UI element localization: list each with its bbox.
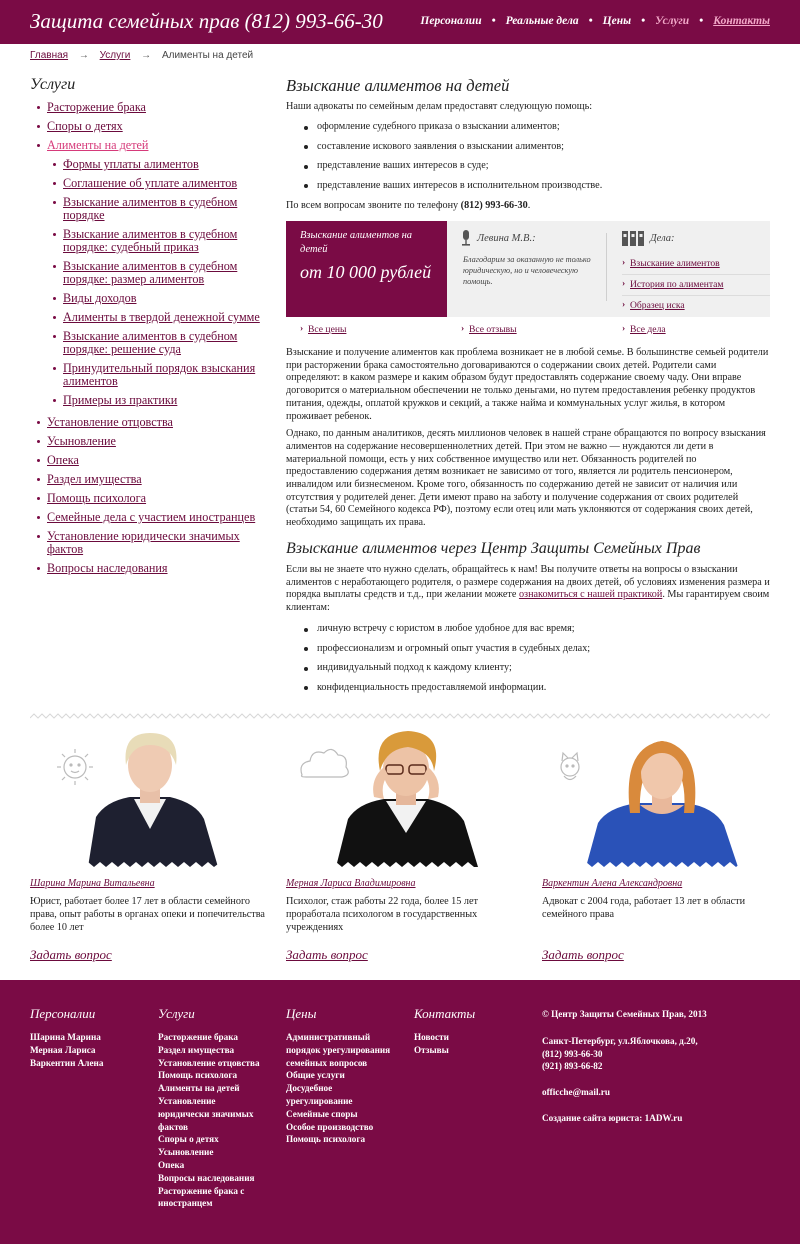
portrait-image: [286, 727, 526, 867]
footer-link[interactable]: Отзывы: [414, 1044, 449, 1055]
sidebar-subitem[interactable]: Взыскание алиментов в судебном порядке: решение суда: [30, 327, 265, 359]
cases-list: [622, 254, 770, 316]
staff-photo: [542, 727, 782, 867]
sidebar-subitem[interactable]: Взыскание алиментов в судебном порядке: размер алиментов: [30, 257, 265, 289]
all-reviews-link[interactable]: › Все отзывы: [461, 324, 517, 335]
list-item: представление ваших интересов в исполнительном производстве.: [286, 176, 770, 196]
address: Санкт-Петербург, ул.Яблочкова, д.20,: [542, 1035, 698, 1046]
footer-heading[interactable]: Контакты: [414, 1006, 476, 1021]
portrait-image: [542, 727, 782, 867]
footer-link[interactable]: Вопросы наследования: [158, 1172, 255, 1183]
guarantee-list: [286, 620, 770, 698]
nav-prices[interactable]: Цены: [602, 15, 632, 27]
footer-link[interactable]: Помощь психолога: [158, 1070, 238, 1081]
case-link[interactable]: › Взыскание алиментов: [622, 254, 770, 275]
sidebar-item[interactable]: Установление юридически значимых фактов: [30, 527, 265, 559]
footer-heading[interactable]: Цены: [286, 1006, 317, 1021]
footer-heading[interactable]: Персоналии: [30, 1006, 96, 1021]
price-block[interactable]: [286, 221, 447, 317]
footer-link[interactable]: Раздел имущества: [158, 1044, 235, 1055]
nav-personnel[interactable]: Персоналии: [420, 15, 482, 27]
phone-line: По всем вопросам звоните по телефону (812) 993-66-30.: [286, 199, 531, 211]
price-label: Взыскание алиментов на детей: [300, 230, 413, 255]
section-title: Взыскание алиментов через Центр Защиты Семейных Прав: [286, 539, 701, 557]
staff-name-link[interactable]: Варкентин Алена Александровна: [542, 878, 683, 889]
site-header: [0, 0, 800, 44]
staff-name-link[interactable]: Мерная Лариса Владимировна: [286, 878, 416, 889]
sidebar-item[interactable]: Споры о детях: [30, 117, 265, 136]
intro-text: Наши адвокаты по семейным делам предоставят следующую помощь:: [286, 101, 593, 112]
list-item: представление ваших интересов в суде;: [286, 157, 770, 177]
sidebar-item-active[interactable]: Алименты на детей Формы уплаты алиментов Соглашение об уплате алиментов Взыскание алиментов в судебном порядке Взыскание алиментов в судебном порядке: судебный приказ Взыскание алиментов в судебном порядке: размер алиментов Виды доходов Алименты в твердой денежной сумме Взыскание алиментов в судебном порядке: решение суда Принудительный порядок взыскания алиментов Примеры из практики: [30, 136, 265, 413]
footer-contacts: [414, 1006, 524, 1057]
price-value: от 10 000 рублей: [300, 262, 432, 282]
review-block: [461, 230, 601, 287]
footer-link[interactable]: Опека: [158, 1159, 185, 1170]
divider: [606, 233, 607, 301]
case-link[interactable]: › Образец иска: [622, 296, 770, 316]
sidebar-item[interactable]: Помощь психолога: [30, 489, 265, 508]
ask-question-link[interactable]: Задать вопрос: [286, 947, 368, 962]
list-item: личную встречу с юристом в любое удобное для вас время;: [286, 620, 770, 640]
site-credit-link[interactable]: Создание сайта юриста: 1ADW.ru: [542, 1112, 683, 1123]
footer-info: [542, 1008, 770, 1125]
main-content: [286, 76, 770, 693]
practice-link[interactable]: ознакомиться с нашей практикой: [518, 589, 663, 601]
sidebar: [30, 76, 265, 578]
folders-icon: [622, 230, 644, 246]
staff-photo: [30, 727, 270, 867]
breadcrumb-arrow: →: [141, 50, 152, 61]
sidebar-item[interactable]: Опека: [30, 451, 265, 470]
phone-number: (812) 993-66-30: [460, 199, 528, 211]
list-item: оформление судебного приказа о взыскании алиментов;: [286, 118, 770, 138]
copyright: © Центр Защиты Семейных Прав, 2013: [542, 1009, 707, 1019]
ask-question-link[interactable]: Задать вопрос: [30, 947, 112, 962]
ask-question-link[interactable]: Задать вопрос: [542, 947, 624, 962]
nav-separator: •: [641, 15, 646, 27]
sidebar-item[interactable]: Расторжение брака: [30, 98, 265, 117]
paragraph: Однако, по данным аналитиков, десять миллионов человек в нашей стране обращаются по вопросу взыскания алиментов на содержание несовершеннолетних детей. При этом не важно — нуждаются ли дети в материальной помощи, есть у них собственное имущество или нет. Обязанность родителей по предоставлению содержания детям возникает не зависимо от того, является ли родитель пенсионером, инвалидом или бизнесменом. Кроме того, обязанность по содержанию детей не зависит от наличия или отсутствия у родителей денег. Дети имеют право на заботу и получение содержания от своих родителей (статьи 54, 60 Семейного кодекса РФ), поэтому если отец или мать уклоняются от содержания своих детей, необходимо защищать их права.: [286, 428, 766, 529]
staff-description: Юрист, работает более 17 лет в области семейного права, опыт работы в органах опеки и попечительства более 10 лет: [30, 896, 265, 933]
footer-link[interactable]: Общие услуги: [286, 1070, 345, 1081]
page-title: Взыскание алиментов на детей: [286, 76, 510, 95]
cat-icon: [561, 753, 579, 780]
sidebar-subitem[interactable]: Взыскание алиментов в судебном порядке: [30, 193, 265, 225]
case-link[interactable]: › История по алиментам: [622, 275, 770, 296]
phone: (812) 993-66-30: [542, 1048, 603, 1059]
sidebar-subitem[interactable]: Примеры из практики: [30, 391, 265, 410]
footer-link[interactable]: Споры о детях: [158, 1134, 219, 1145]
staff-card: [30, 727, 270, 963]
sun-icon: [57, 749, 93, 785]
nav-separator: •: [588, 15, 593, 27]
footer-link[interactable]: Расторжение брака с иностранцем: [158, 1185, 245, 1209]
review-quote: Благодарим за оказанную не только юридическую, но и человеческую помощь.: [463, 255, 591, 286]
cloud-icon: [301, 749, 348, 777]
breadcrumb-arrow: →: [78, 50, 89, 61]
phone: (921) 893-66-82: [542, 1061, 603, 1072]
footer-prices: [286, 1006, 396, 1146]
list-item: конфиденциальность предоставляемой информации.: [286, 678, 770, 698]
all-cases-link[interactable]: › Все дела: [622, 324, 666, 335]
nav-separator: •: [699, 15, 704, 27]
paragraph: Взыскание и получение алиментов как проблема возникает не в любой семье. В большинстве семьей родители при расторжении брака самостоятельно договариваются о содержании своих детей. Родители сами определяют: в каком размере и каким образом будут предоставлять содержание своему чаду. Они вправе договорится о материальном обеспечении не только деньгами, но путем предоставления ребенку продуктов питания, одежды, оплатой кружков и секций, а также найма и коммунальных услуг жилья, в котором проживает ребенок.: [286, 347, 769, 422]
footer-link[interactable]: Расторжение брака: [158, 1032, 239, 1042]
footer-personnel: [30, 1006, 140, 1069]
footer-link[interactable]: Помощь психолога: [286, 1134, 366, 1145]
breadcrumb-services[interactable]: Услуги: [99, 50, 131, 61]
footer-link[interactable]: Семейные споры: [286, 1108, 358, 1119]
list-item: профессионализм и огромный опыт участия в судебных делах;: [286, 639, 770, 659]
sidebar-item[interactable]: Усыновление: [30, 432, 265, 451]
article-body: [286, 347, 770, 702]
sidebar-item[interactable]: Раздел имущества: [30, 470, 265, 489]
sidebar-subitem[interactable]: Формы уплаты алиментов: [30, 155, 265, 174]
breadcrumb-home[interactable]: Главная: [30, 50, 69, 61]
nav-contacts[interactable]: Контакты: [713, 15, 770, 27]
sidebar-subitem[interactable]: Виды доходов: [30, 289, 265, 308]
list-item: составление искового заявления о взыскании алиментов;: [286, 137, 770, 157]
breadcrumb-current: Алименты на детей: [161, 50, 254, 61]
zigzag-divider: [30, 713, 770, 719]
site-footer: [0, 980, 800, 1244]
footer-link[interactable]: Новости: [414, 1032, 449, 1042]
footer-link[interactable]: Установление отцовства: [158, 1057, 260, 1068]
breadcrumb: [30, 50, 253, 61]
sidebar-menu: [30, 98, 265, 578]
review-head: Левина М.В.:: [461, 230, 601, 246]
footer-heading[interactable]: Услуги: [158, 1006, 195, 1021]
sidebar-subitem[interactable]: Соглашение об уплате алиментов: [30, 174, 265, 193]
footer-link[interactable]: Досудебное урегулирование: [286, 1083, 353, 1106]
footer-link[interactable]: Административный порядок урегулирования семейных вопросов: [286, 1032, 391, 1068]
sidebar-title: Услуги: [30, 76, 76, 93]
sidebar-subitem[interactable]: Принудительный порядок взыскания алиментов: [30, 359, 265, 391]
footer-link[interactable]: Мерная Лариса: [30, 1044, 96, 1055]
list-item: индивидуальный подход к каждому клиенту;: [286, 659, 770, 679]
sidebar-item[interactable]: Вопросы наследования: [30, 559, 265, 578]
all-prices-link[interactable]: › Все цены: [300, 324, 346, 335]
info-box: [286, 221, 770, 317]
staff-card: [542, 727, 782, 963]
staff-card: [286, 727, 526, 963]
cases-block: [622, 230, 770, 316]
sidebar-item[interactable]: Установление отцовства: [30, 413, 265, 432]
help-list: [286, 118, 770, 196]
nav-services[interactable]: Услуги: [655, 15, 690, 27]
staff-description: Адвокат с 2004 года, работает 13 лет в области семейного права: [542, 896, 746, 920]
staff-name-link[interactable]: Шарина Марина Витальевна: [30, 878, 155, 889]
staff-photo: [286, 727, 526, 867]
sidebar-subitem[interactable]: Взыскание алиментов в судебном порядке: судебный приказ: [30, 225, 265, 257]
sidebar-item[interactable]: Семейные дела с участием иностранцев: [30, 508, 265, 527]
site-title[interactable]: Защита семейных прав (812) 993-66-30: [30, 9, 383, 33]
email-link[interactable]: officche@mail.ru: [542, 1087, 610, 1098]
cases-head: Дела:: [622, 230, 770, 246]
nav-separator: •: [491, 15, 496, 27]
sidebar-subitem[interactable]: Алименты в твердой денежной сумме: [30, 308, 265, 327]
nav-real-cases[interactable]: Реальные дела: [505, 15, 579, 27]
footer-link[interactable]: Установление юридически значимых фактов: [158, 1095, 254, 1132]
footer-link[interactable]: Особое производство: [286, 1121, 374, 1132]
footer-link[interactable]: Варкентин Алена: [30, 1057, 104, 1068]
footer-link[interactable]: Шарина Марина: [30, 1032, 101, 1042]
footer-link[interactable]: Усыновление: [158, 1147, 214, 1158]
portrait-image: [30, 727, 270, 867]
top-nav: [420, 15, 770, 27]
microphone-icon: [461, 230, 471, 246]
footer-link[interactable]: Алименты на детей: [158, 1083, 240, 1094]
staff-description: Психолог, стаж работы 22 года, более 15 лет проработала психологом в государственных учреждениях: [286, 896, 478, 933]
paragraph: Если вы не знаете что нужно сделать, обращайтесь к нам! Вы получите ответы на вопросы о взыскании алиментов с неработающего родителя, о размере содержания на двоих детей, об условиях изменения размера и порядка выплаты средств и т.д., при желании можете ознакомиться с нашей практикой. Мы гарантируем своим клиентам:: [286, 563, 770, 613]
sidebar-submenu: [30, 155, 265, 410]
footer-services: [158, 1006, 263, 1210]
